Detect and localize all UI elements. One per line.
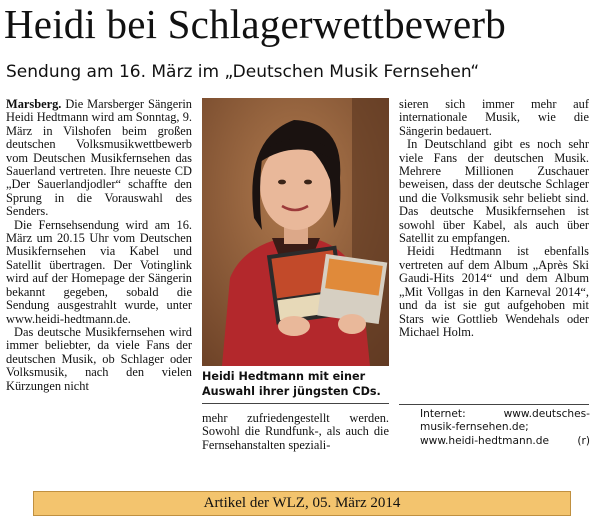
cd-stack-2 [317, 254, 387, 324]
subheadline: Sendung am 16. März im „Deutschen Musik Fernsehen“ [6, 62, 480, 82]
internet-text: Internet: www.deutsches-musik-fernsehen.de; www.heidi-hedtmann.de [420, 408, 590, 447]
eye-left [278, 180, 286, 185]
article-paragraph: Die Fernsehsendung wird am 16. März um 20.15 Uhr vom Deutschen Musikfernsehen via Kabel und Satellit übertragen. Der Votinglink wird auf der Homepage der Sängerin bekannt gegeben, sobald die Sendung ausgestrahlt wurde, unter www.heidi-hedtmann.de. [6, 217, 192, 326]
footer-banner: Artikel der WLZ, 05. März 2014 [33, 491, 571, 516]
article-photo [202, 98, 389, 366]
article-column-3 [399, 98, 589, 339]
paragraph-text: Die Marsberger Sängerin Heidi Hedtmann wird am Sonntag, 9. März in Vilshofen beim großen deutschen Volksmusikwettbewerb vom Deutschen Musikfernsehen das Sauerland vertreten. Ihre neueste CD „Der Sauerlandjodler“ schaffte den Sprung in die Vorauswahl des Senders. [6, 97, 192, 219]
article-paragraph: In Deutschland gibt es noch sehr viele Fans der deutschen Musik. Mehrere Millionen Zuschauer beweisen, dass der deutsche Schlager und die Volksmusik sehr beliebt sind. Das deutsche Musikfernsehen ist sowohl über Kabel, als auch über Satellit zu empfangen. [399, 137, 589, 246]
hand-right [338, 314, 366, 334]
internet-box [420, 408, 590, 448]
photo-caption: Heidi Hedtmann mit einer Auswahl ihrer jüngsten CDs. [202, 370, 381, 398]
article-paragraph: Heidi Hedtmann ist ebenfalls vertreten auf dem Album „Après Ski Gaudi-Hits 2014“ und dem Album „Mit Vollgas in den Karneval 2014“, und da ist sie gut aufgehoben mit Stars wie Gottlieb Wendehals oder Michael Holm. [399, 244, 589, 339]
author-mark: (r) [577, 434, 590, 447]
article-paragraph: Das deutsche Musikfernsehen wird immer beliebter, da viele Fans der deutschen Musik, ob Schlager oder Volksmusik, nach den vielen Kürzungen nicht [6, 324, 192, 393]
article-column-1 [6, 98, 192, 393]
article-paragraph: mehr zufriedengestellt werden. Sowohl die Rundfunk-, als auch die Fernsehanstalten speziali- [202, 411, 389, 452]
headline: Heidi bei Schlagerwettbewerb [4, 1, 506, 47]
divider [399, 404, 589, 405]
dateline: Marsberg. [6, 97, 62, 111]
hand-left [278, 316, 310, 336]
eye-right [304, 180, 312, 185]
photo-illustration [202, 98, 389, 366]
article-paragraph: sieren sich immer mehr auf internationale Musik, wie die Sängerin bedauert. [399, 97, 589, 138]
article-paragraph [6, 98, 192, 219]
divider [202, 403, 389, 404]
article-column-2 [202, 412, 389, 452]
